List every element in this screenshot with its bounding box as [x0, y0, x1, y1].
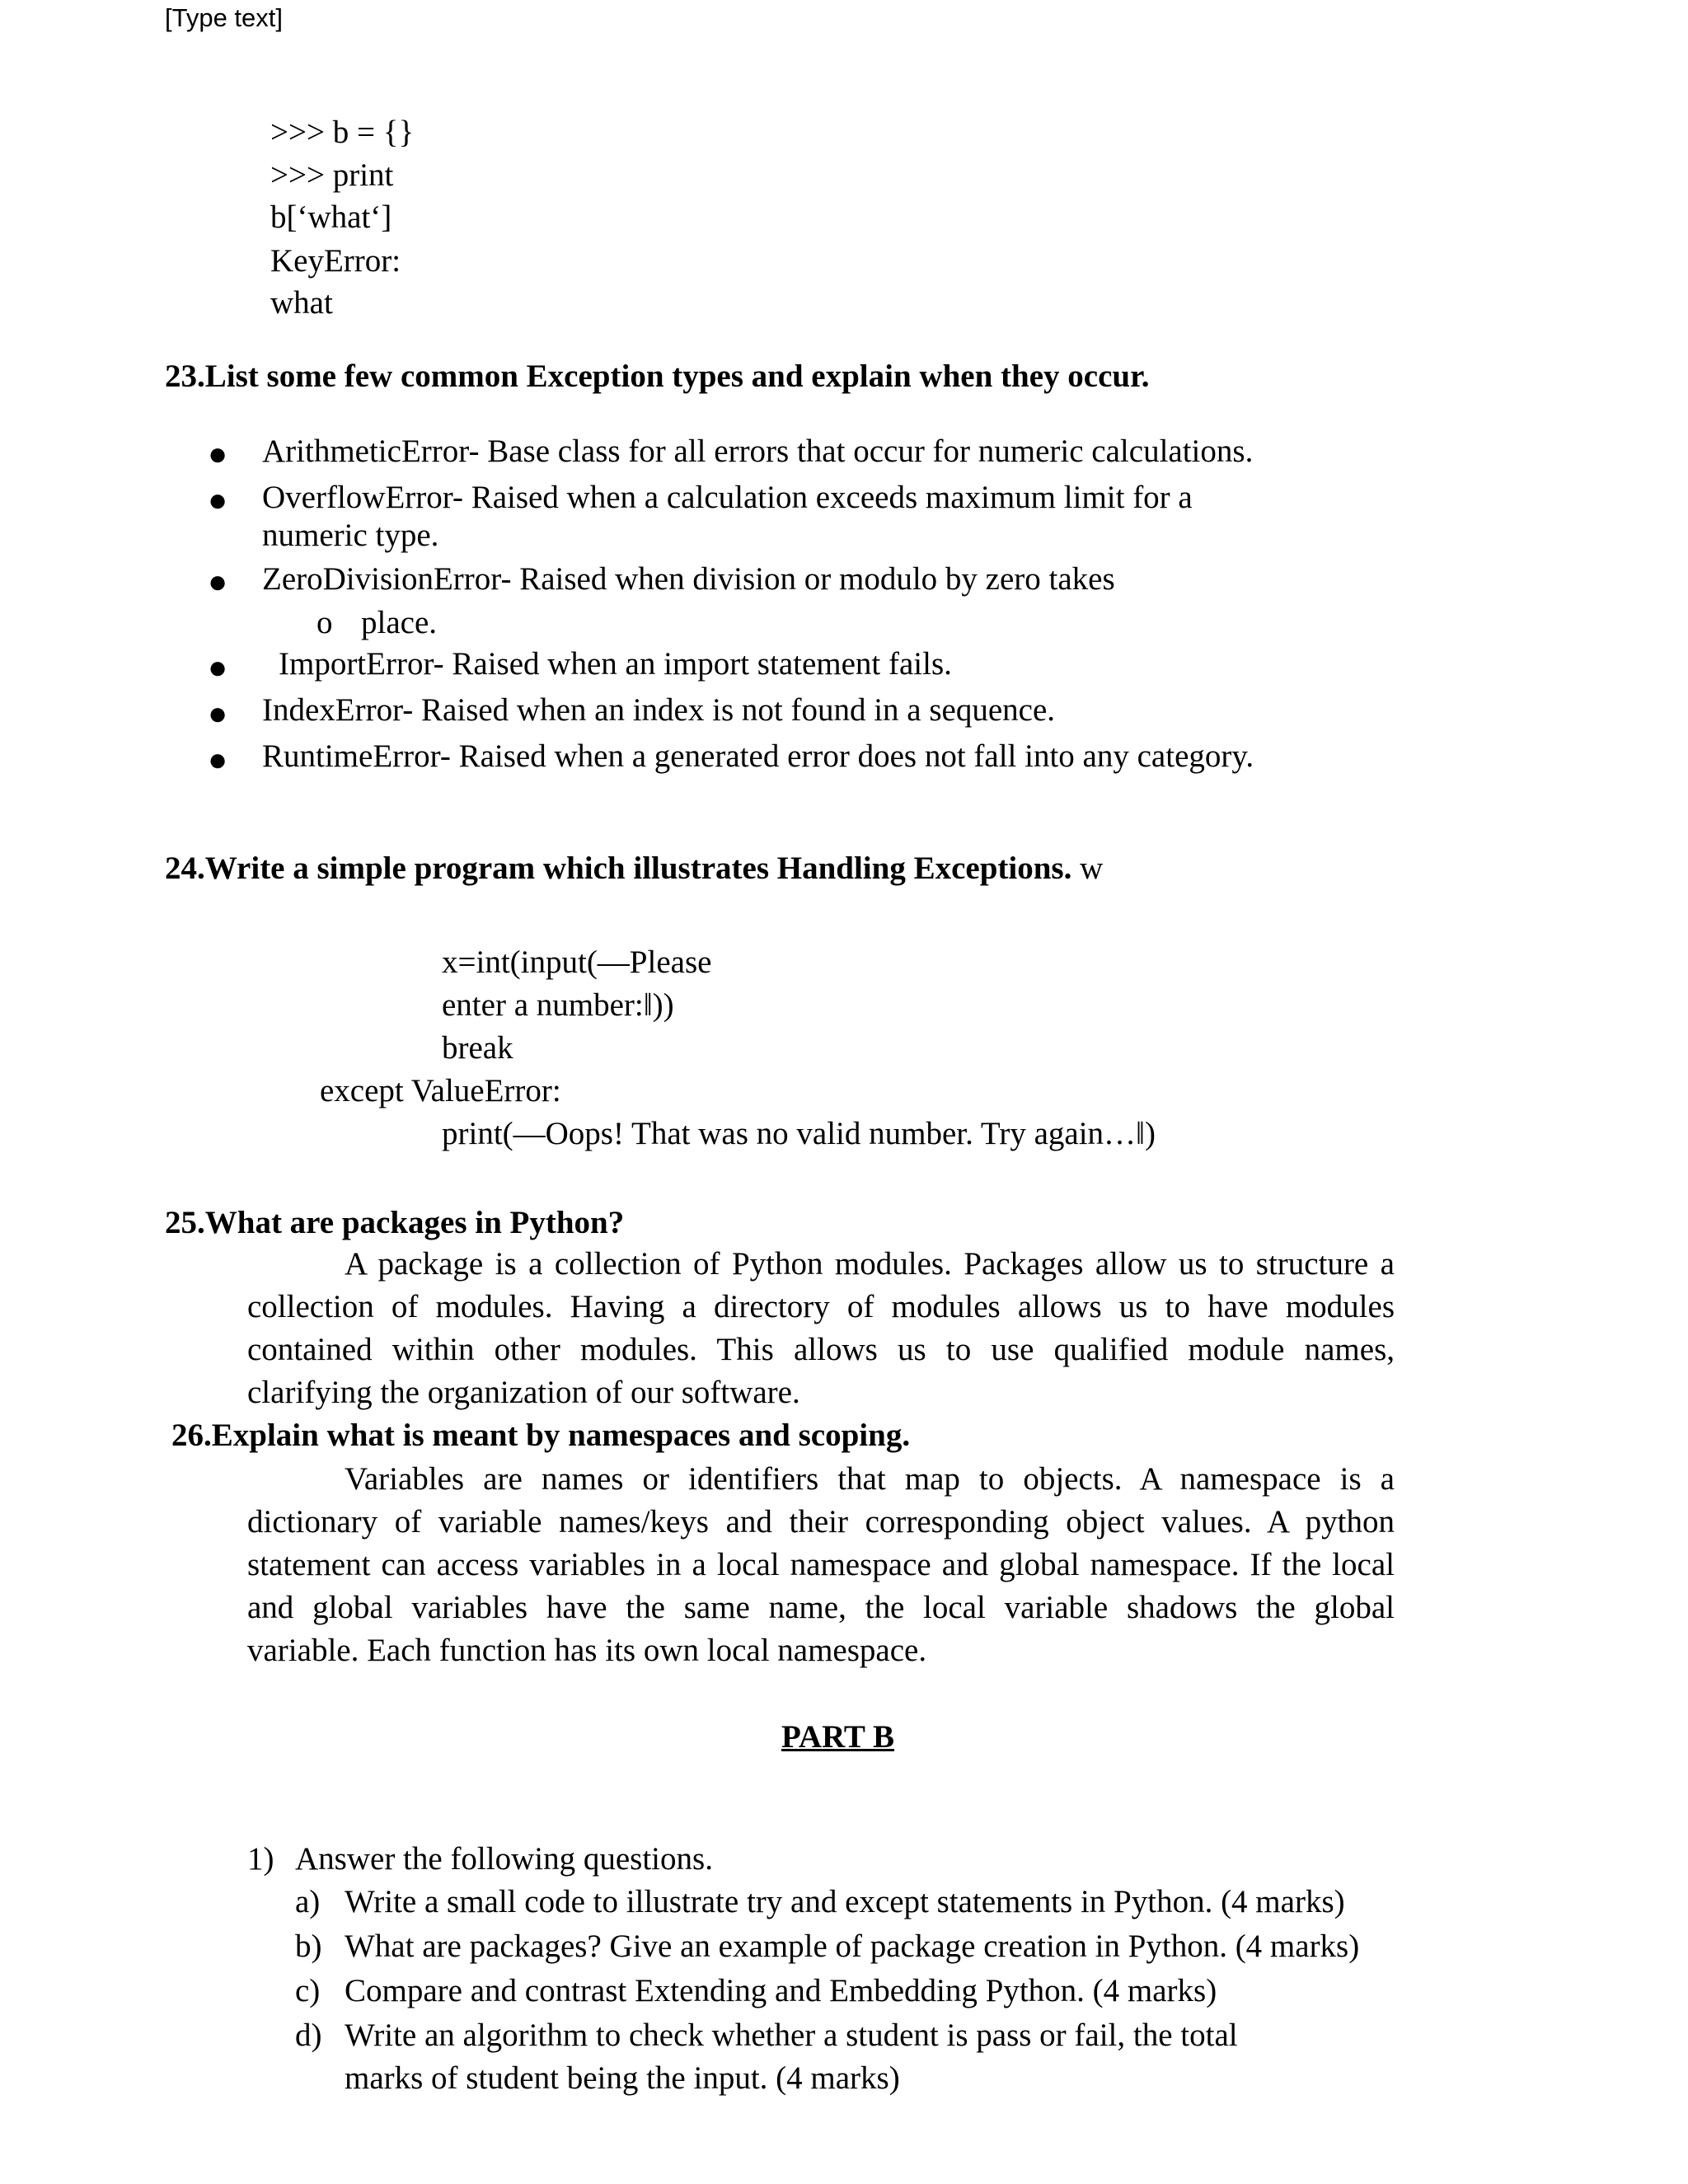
code-line: enter a number:‖)) — [442, 987, 674, 1023]
question-26-title: 26.Explain what is meant by namespaces and scoping. — [171, 1418, 911, 1453]
paragraph-line: variable. Each function has its own local namespace. — [247, 1633, 927, 1668]
list-item: ArithmeticError- Base class for all errors that occur for numeric calculations. — [262, 434, 1254, 469]
code-line: b[‘what‘] — [270, 199, 392, 235]
list-item-continuation: numeric type. — [262, 518, 439, 553]
sub-question-continuation: marks of student being the input. (4 marks) — [345, 2060, 900, 2096]
list-item: IndexError- Raised when an index is not found in a sequence. — [262, 692, 1056, 728]
sub-question-text: Compare and contrast Extending and Embedding Python. (4 marks) — [345, 1973, 1217, 2008]
list-item: RuntimeError- Raised when a generated error does not fall into any category. — [262, 738, 1254, 774]
answer-26-paragraph — [247, 1458, 1395, 1672]
question-24-title-text: 24.Write a simple program which illustrates Handling Exceptions. — [165, 851, 1072, 886]
code-line: x=int(input(—Please — [442, 944, 712, 980]
sub-question-label: b) — [295, 1929, 322, 1964]
sub-question-label: a) — [295, 1884, 321, 1919]
bullet-icon: ● — [208, 741, 228, 778]
list-item: ImportError- Raised when an import statement fails. — [279, 646, 952, 682]
question-23-title: 23.List some few common Exception types and explain when they occur. — [165, 359, 1150, 394]
answer-25-paragraph — [247, 1243, 1395, 1414]
sub-question-label: c) — [295, 1973, 321, 2008]
code-line: except ValueError: — [320, 1073, 561, 1108]
paragraph-line: A package is a collection of Python modules. Packages allow us to structure a — [345, 1246, 1395, 1282]
bullet-icon: ● — [208, 649, 228, 686]
sub-question-text: Write a small code to illustrate try and except statements in Python. (4 marks) — [345, 1884, 1345, 1919]
paragraph-line: clarifying the organization of our software. — [247, 1375, 800, 1410]
paragraph-line: and global variables have the same name, the local variable shadows the global — [247, 1590, 1395, 1625]
code-line: >>> print — [270, 157, 394, 193]
list-item: OverflowError- Raised when a calculation exceeds maximum limit for a — [262, 480, 1193, 515]
part-b-heading: PART B — [781, 1719, 894, 1755]
question-number: 1) — [247, 1841, 274, 1877]
paragraph-line: dictionary of variable names/keys and their corresponding object values. A python — [247, 1504, 1395, 1540]
question-24-title-suffix: w — [1080, 851, 1104, 886]
code-line: >>> b = {} — [270, 115, 415, 150]
code-line: KeyError: — [270, 243, 401, 279]
sub-question-label: d) — [295, 2018, 322, 2053]
sub-question-text: What are packages? Give an example of package creation in Python. (4 marks) — [345, 1929, 1360, 1964]
question-text: Answer the following questions. — [295, 1841, 713, 1877]
page-header: [Type text] — [165, 3, 284, 32]
bullet-icon: ● — [208, 695, 228, 732]
list-item: ZeroDivisionError- Raised when division or modulo by zero takes — [262, 561, 1115, 597]
question-24-title — [165, 852, 1103, 884]
sub-question-text: Write an algorithm to check whether a student is pass or fail, the total — [345, 2018, 1238, 2053]
code-line: print(—Oops! That was no valid number. Try again…‖) — [442, 1116, 1156, 1151]
paragraph-line: Variables are names or identifiers that map to objects. A namespace is a — [345, 1461, 1395, 1497]
paragraph-line: statement can access variables in a local namespace and global namespace. If the local — [247, 1547, 1395, 1582]
sub-bullet-icon: o — [316, 605, 333, 640]
question-25-title: 25.What are packages in Python? — [165, 1205, 625, 1240]
code-line: what — [270, 285, 333, 321]
code-line: break — [442, 1030, 513, 1066]
bullet-icon: ● — [208, 563, 228, 600]
list-item-continuation: place. — [361, 605, 438, 640]
paragraph-line: contained within other modules. This allows us to use qualified module names, — [247, 1332, 1395, 1367]
bullet-icon: ● — [208, 435, 228, 472]
paragraph-line: collection of modules. Having a directory of modules allows us to have modules — [247, 1289, 1395, 1324]
bullet-icon: ● — [208, 481, 228, 518]
